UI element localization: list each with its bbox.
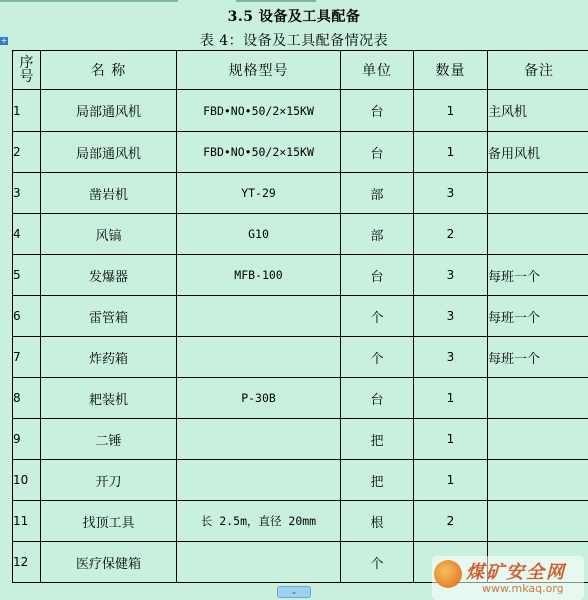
row-spec	[177, 542, 341, 583]
header-unit: 单位	[341, 51, 414, 90]
row-qty: 2	[414, 214, 488, 255]
row-number: 7	[13, 337, 41, 378]
row-qty: 1	[414, 378, 488, 419]
watermark-logo-icon	[434, 560, 462, 588]
row-unit: 个	[341, 296, 414, 337]
anchor-marker-icon[interactable]: +	[0, 36, 8, 45]
header-note: 备注	[488, 51, 588, 90]
row-name: 耙装机	[41, 378, 177, 419]
row-qty: 3	[414, 296, 488, 337]
row-note: 备用风机	[488, 132, 588, 173]
row-note	[488, 214, 588, 255]
row-unit: 台	[341, 255, 414, 296]
row-spec: FBD•NO•50/2×15KW	[177, 132, 341, 173]
table-row	[13, 501, 588, 542]
row-name: 二锤	[41, 419, 177, 460]
table-row	[13, 337, 588, 378]
row-unit: 个	[341, 337, 414, 378]
row-number: 9	[13, 419, 41, 460]
page-top-rule-2	[236, 0, 316, 2]
watermark-title: 煤矿安全网	[466, 562, 566, 583]
row-note	[488, 460, 588, 501]
row-spec	[177, 460, 341, 501]
row-qty: 1	[414, 90, 488, 132]
row-number: 8	[13, 378, 41, 419]
row-unit: 部	[341, 214, 414, 255]
row-spec: FBD•NO•50/2×15KW	[177, 90, 341, 132]
row-spec	[177, 419, 341, 460]
row-name: 局部通风机	[41, 90, 177, 132]
table-row	[13, 173, 588, 214]
row-unit: 根	[341, 501, 414, 542]
row-spec: P-30B	[177, 378, 341, 419]
row-spec	[177, 337, 341, 378]
header-no-line1: 序	[19, 55, 34, 71]
row-qty: 3	[414, 337, 488, 378]
row-number: 6	[13, 296, 41, 337]
table-row	[13, 419, 588, 460]
row-qty: 1	[414, 419, 488, 460]
row-name: 医疗保健箱	[41, 542, 177, 583]
row-spec: 长 2.5m，直径 20mm	[177, 501, 341, 542]
table-row	[13, 132, 588, 173]
row-note: 每班一个	[488, 255, 588, 296]
row-note	[488, 419, 588, 460]
header-no	[13, 51, 41, 90]
row-note	[488, 378, 588, 419]
row-name: 开刀	[41, 460, 177, 501]
site-watermark	[432, 556, 584, 600]
table-row	[13, 378, 588, 419]
row-number: 10	[13, 460, 41, 501]
row-spec: YT-29	[177, 173, 341, 214]
table-row	[13, 460, 588, 501]
row-unit: 把	[341, 460, 414, 501]
row-unit: 把	[341, 419, 414, 460]
row-name: 雷管箱	[41, 296, 177, 337]
row-unit: 台	[341, 132, 414, 173]
table-row	[13, 296, 588, 337]
row-number: 12	[13, 542, 41, 583]
row-note: 主风机	[488, 90, 588, 132]
row-number: 3	[13, 173, 41, 214]
table-caption: 表 4：设备及工具配备情况表	[199, 33, 389, 49]
row-name: 炸药箱	[41, 337, 177, 378]
row-number: 1	[13, 90, 41, 132]
row-note	[488, 173, 588, 214]
table-row	[13, 214, 588, 255]
row-note	[488, 501, 588, 542]
row-name: 风镐	[41, 214, 177, 255]
row-note: 每班一个	[488, 296, 588, 337]
row-spec	[177, 296, 341, 337]
row-qty: 1	[414, 460, 488, 501]
row-note: 每班一个	[488, 337, 588, 378]
row-number: 5	[13, 255, 41, 296]
row-unit: 个	[341, 542, 414, 583]
table-row	[13, 255, 588, 296]
row-unit: 台	[341, 90, 414, 132]
section-heading: 3.5 设备及工具配备	[227, 9, 361, 25]
row-qty: 3	[414, 173, 488, 214]
row-unit: 部	[341, 173, 414, 214]
row-number: 2	[13, 132, 41, 173]
row-spec: MFB-100	[177, 255, 341, 296]
header-spec: 规格型号	[177, 51, 341, 90]
row-unit: 台	[341, 378, 414, 419]
watermark-url: www.mkaq.org	[482, 582, 564, 595]
row-qty: 3	[414, 255, 488, 296]
row-number: 11	[13, 501, 41, 542]
row-spec: G10	[177, 214, 341, 255]
row-number: 4	[13, 214, 41, 255]
table-header-row	[13, 51, 588, 90]
header-name: 名 称	[41, 51, 177, 90]
equipment-table	[12, 50, 588, 583]
row-name: 局部通风机	[41, 132, 177, 173]
header-qty: 数量	[414, 51, 488, 90]
row-qty: 1	[414, 132, 488, 173]
row-name: 找顶工具	[41, 501, 177, 542]
row-name: 发爆器	[41, 255, 177, 296]
header-no-line2: 号	[19, 69, 34, 85]
table-row	[13, 90, 588, 132]
page-top-rule	[0, 0, 178, 2]
row-qty: 2	[414, 501, 488, 542]
chevron-down-icon[interactable]: ⌄	[277, 586, 311, 598]
row-name: 凿岩机	[41, 173, 177, 214]
